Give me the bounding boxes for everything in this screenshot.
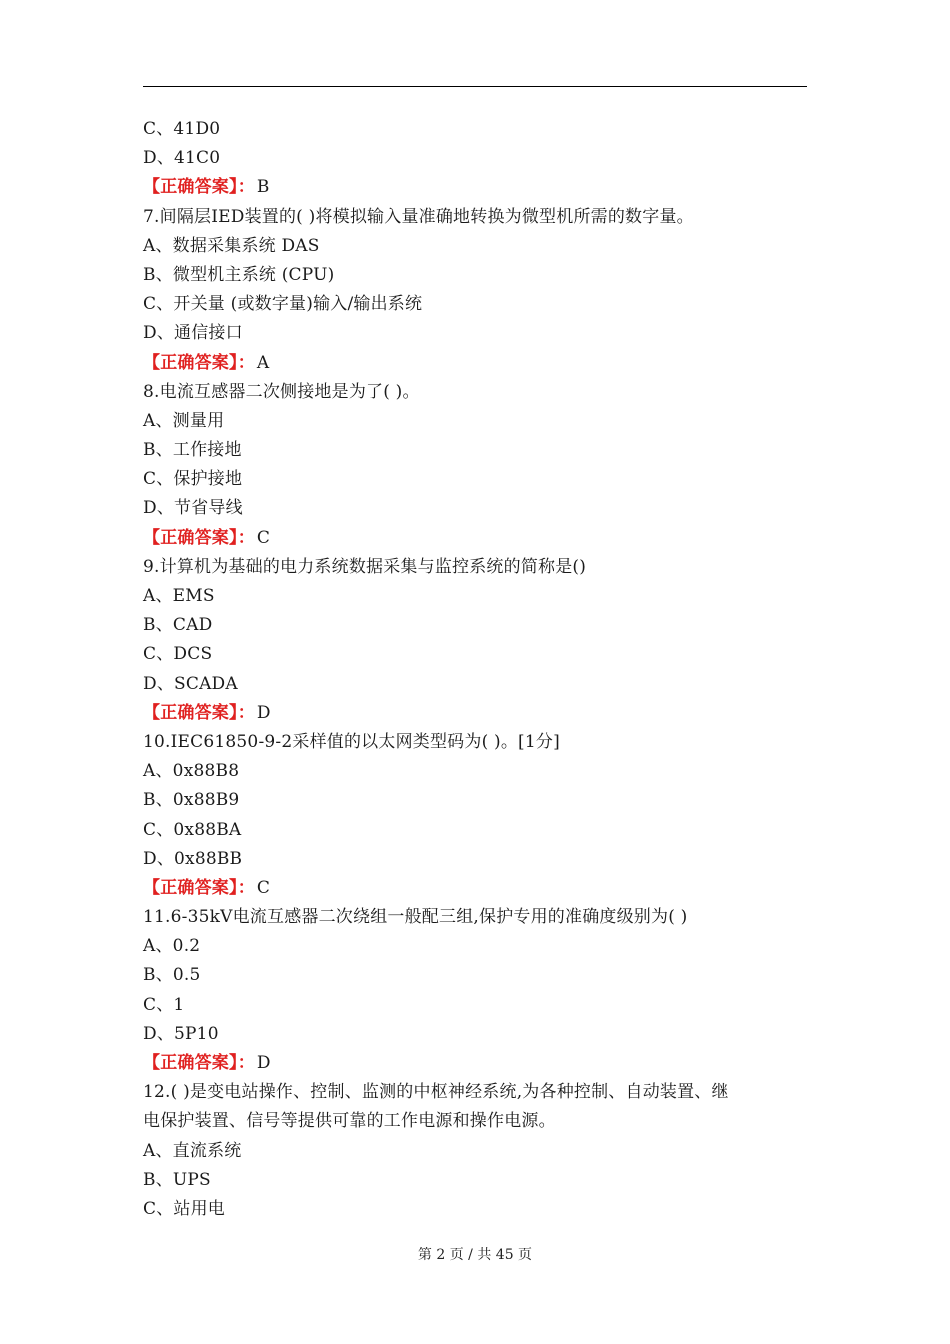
correct-answer-label: 【正确答案】： <box>143 177 255 198</box>
answer-option: C、1 <box>143 994 185 1015</box>
question-text: 电保护装置、信号等提供可靠的工作电源和操作电源。 <box>143 1111 556 1132</box>
correct-answer-value: C <box>256 527 271 548</box>
correct-answer-label: 【正确答案】： <box>143 352 255 373</box>
answer-option: C、站用电 <box>143 1198 226 1219</box>
answer-option: B、CAD <box>143 615 213 636</box>
answer-option: B、微型机主系统 (CPU) <box>143 264 335 285</box>
question-text: 10.IEC61850-9-2采样值的以太网类型码为( )。[1分] <box>143 731 560 752</box>
correct-answer-line <box>143 699 807 728</box>
question-text: 8.电流互感器二次侧接地是为了( )。 <box>143 381 420 402</box>
question-text: 9.计算机为基础的电力系统数据采集与监控系统的简称是() <box>143 556 587 577</box>
answer-option: D、节省导线 <box>143 498 243 519</box>
answer-option: A、数据采集系统 DAS <box>143 235 320 256</box>
answer-option: C、开关量 (或数字量)输入/输出系统 <box>143 294 423 315</box>
header-rule <box>143 86 807 87</box>
correct-answer-line <box>143 874 807 903</box>
correct-answer-label: 【正确答案】： <box>143 702 255 723</box>
correct-answer-value: D <box>256 1053 271 1073</box>
correct-answer-line <box>143 349 807 378</box>
answer-option: B、工作接地 <box>143 440 242 461</box>
answer-option: C、41D0 <box>143 119 221 139</box>
question-text: 12.( )是变电站操作、控制、监测的中枢神经系统,为各种控制、自动装置、继 <box>143 1082 729 1103</box>
question-text: 7.间隔层IED装置的( )将模拟输入量准确地转换为微型机所需的数字量。 <box>143 206 694 227</box>
correct-answer-line <box>143 1049 807 1078</box>
answer-option: D、41C0 <box>143 148 221 169</box>
page-footer: 第 2 页 / 共 45 页 <box>417 1247 533 1263</box>
correct-answer-value: C <box>256 877 271 898</box>
answer-option: C、保护接地 <box>143 469 243 490</box>
answer-option: C、0x88BA <box>143 819 242 840</box>
answer-option: B、0x88B9 <box>143 790 240 811</box>
correct-answer-line <box>143 173 807 202</box>
answer-option: A、测量用 <box>143 410 225 431</box>
question-text: 11.6-35kV电流互感器二次绕组一般配三组,保护专用的准确度级别为( ) <box>143 907 688 928</box>
answer-option: B、UPS <box>143 1169 211 1190</box>
answer-option: D、通信接口 <box>143 323 243 344</box>
answer-option: A、0.2 <box>143 936 201 957</box>
correct-answer-line <box>143 524 807 553</box>
answer-option: A、0x88B8 <box>143 761 240 782</box>
answer-option: A、直流系统 <box>143 1140 242 1161</box>
answer-option: D、SCADA <box>143 673 238 694</box>
correct-answer-label: 【正确答案】： <box>143 877 255 898</box>
correct-answer-label: 【正确答案】： <box>143 1053 255 1073</box>
correct-answer-value: B <box>256 177 270 198</box>
answer-option: D、5P10 <box>143 1023 219 1044</box>
answer-option: A、EMS <box>143 586 215 606</box>
answer-option: C、DCS <box>143 644 213 665</box>
correct-answer-value: D <box>256 702 271 723</box>
question-content <box>143 115 807 1224</box>
correct-answer-label: 【正确答案】： <box>143 527 255 548</box>
correct-answer-value: A <box>256 352 270 373</box>
answer-option: D、0x88BB <box>143 848 243 869</box>
answer-option: B、0.5 <box>143 965 201 986</box>
